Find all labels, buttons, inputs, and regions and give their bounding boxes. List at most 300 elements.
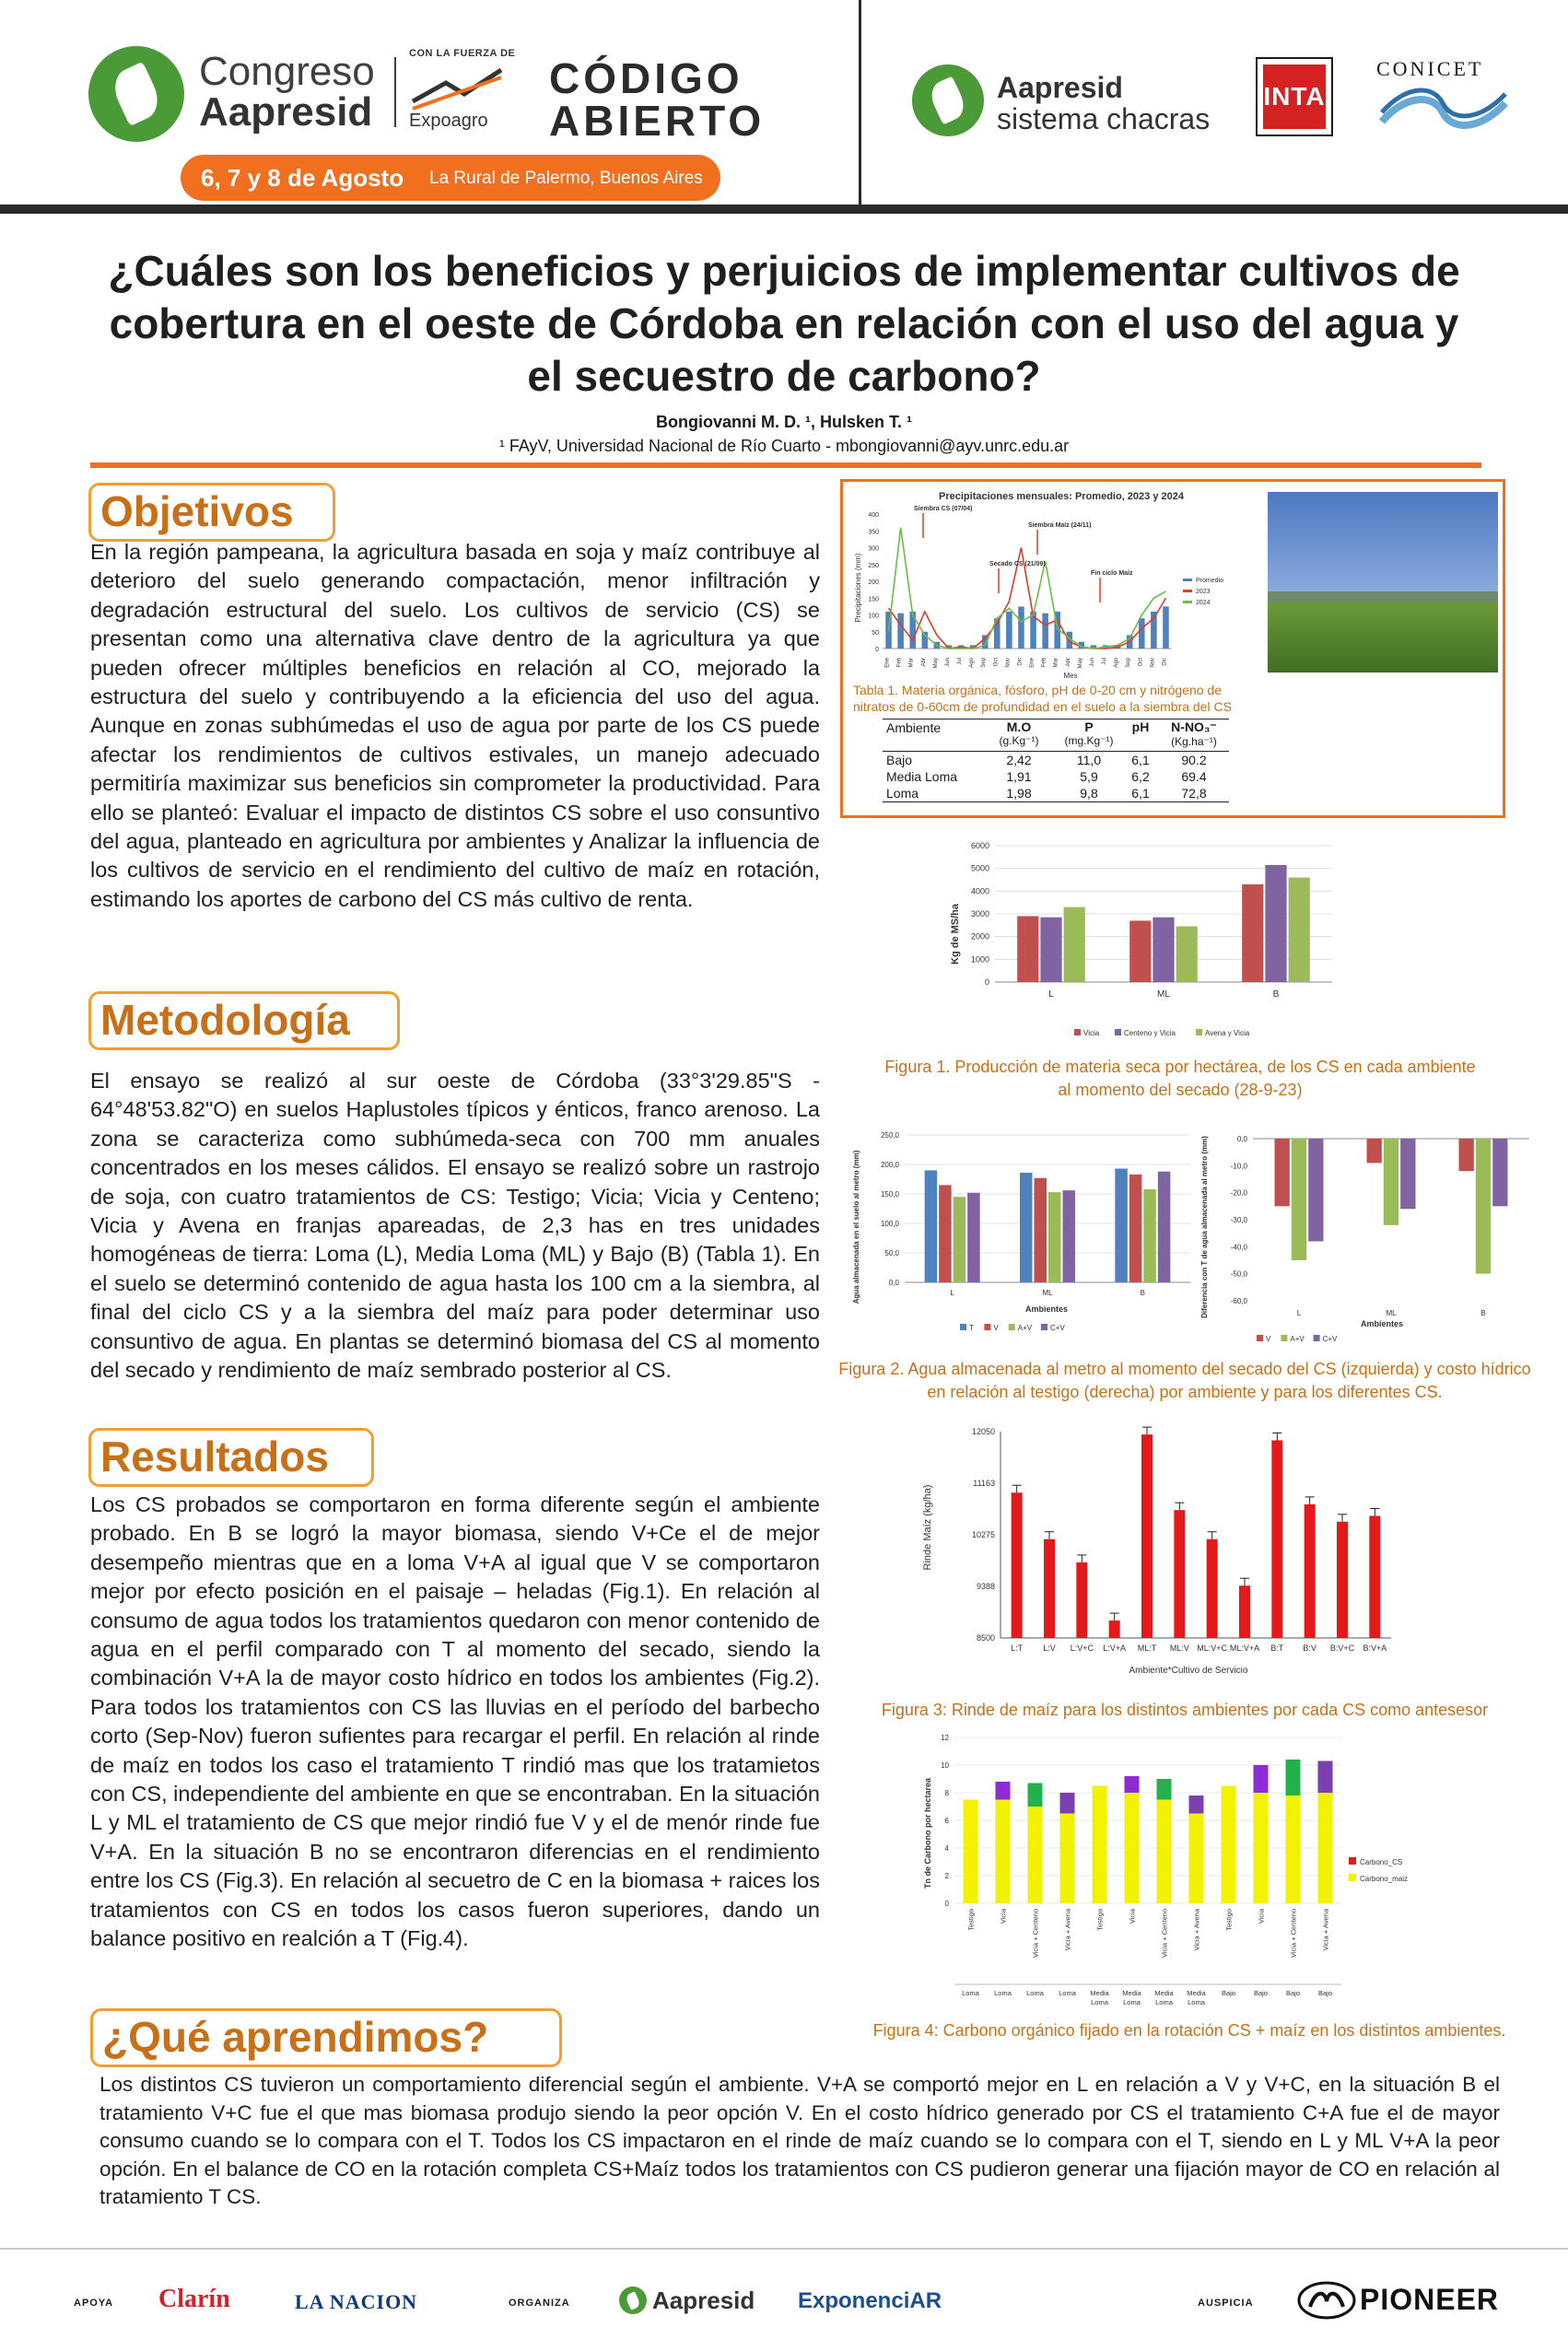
legend-label: A+V (1017, 1324, 1033, 1332)
x-tick-label: L (1048, 989, 1054, 1000)
carbon-maiz-bar (1157, 1800, 1172, 1904)
rain-x-tick: Feb (896, 658, 903, 668)
group-label: Loma (1123, 1998, 1141, 2006)
table-cell: 2,42 (1006, 753, 1032, 767)
table-cell: 69.4 (1181, 769, 1207, 784)
y-tick-label: 8500 (976, 1633, 995, 1643)
bar-T (925, 1170, 938, 1282)
table1-caption: Tabla 1. Materia orgánica, fósforo, pH de 0-20 cm y nitrógeno de nitratos de 0-60cm de profundidad en el suelo a la siembra del CS (853, 683, 1232, 714)
group-label: Loma (1026, 1989, 1044, 1997)
carbon-maiz-bar (1189, 1814, 1204, 1904)
legend-label: A+V (1290, 1335, 1305, 1343)
table-row (883, 785, 1229, 801)
bar-C+V (1400, 1139, 1415, 1209)
x-tick-label: L:V (1043, 1643, 1056, 1653)
carbon-cs-bar (1189, 1795, 1204, 1814)
carbon-cs-bar (1028, 1784, 1043, 1807)
rain-legend-label: 2023 (1196, 589, 1211, 595)
group-label: Loma (962, 1989, 979, 1997)
rain-bar (897, 614, 904, 649)
figure1-caption: Figura 1. Producción de materia seca por hectárea, de los CS en cada ambiente al momento del secado (28-9-23) (884, 1058, 1476, 1099)
y-tick-label: 5000 (970, 863, 989, 873)
y-tick-label: 9388 (976, 1581, 995, 1591)
y-tick-label: 12 (941, 1734, 949, 1742)
section-heading-resultados: Resultados (88, 1428, 374, 1487)
rain-x-tick: Jun (944, 658, 951, 667)
x-tick-label: L:V+A (1103, 1643, 1127, 1653)
exponencial-logo: ExponenciAR (798, 2288, 942, 2313)
table-header-cell: N-NO₃⁻ (1171, 719, 1217, 734)
rain-line-2024 (889, 528, 1166, 649)
bar-V (939, 1185, 951, 1282)
yield-bar (1207, 1539, 1218, 1638)
group-label: Media (1090, 1989, 1109, 1997)
legend-swatch (1349, 1874, 1356, 1881)
expoagro-logo-icon (409, 64, 505, 116)
x-tick-label: B:V+A (1363, 1643, 1387, 1653)
rain-bar (1006, 612, 1012, 649)
y-tick-label: 4000 (970, 886, 989, 896)
yield-bar (1012, 1492, 1023, 1638)
rain-bar (1018, 606, 1024, 649)
table-cell: 6,1 (1131, 753, 1150, 767)
legend-swatch (984, 1324, 990, 1330)
carbon-cs-bar (1157, 1779, 1172, 1800)
fig2b-x-label: Ambientes (1360, 1319, 1404, 1328)
yield-bar (1141, 1434, 1153, 1638)
legend-swatch (1257, 1335, 1263, 1341)
group-label: Media (1122, 1989, 1141, 1997)
legend-swatch (960, 1324, 966, 1330)
carbon-maiz-bar (1254, 1793, 1269, 1903)
table-row (883, 768, 1229, 785)
expoagro-label: Expoagro (409, 111, 488, 131)
congreso-logo-icon (88, 46, 184, 142)
x-tick-label: ML:V (1169, 1643, 1189, 1653)
bar-Avena y Vicia (1289, 878, 1310, 982)
fig1-y-label: Kg de MS/ha (950, 903, 961, 965)
y-tick-label: 6 (944, 1817, 949, 1825)
rain-x-tick: May (1077, 658, 1083, 669)
x-tick-label: Testigo (1095, 1909, 1105, 1931)
legend-label: C+V (1322, 1335, 1338, 1343)
legend-swatch (1009, 1324, 1015, 1330)
legend-swatch (1314, 1335, 1320, 1341)
x-tick-label: Testigo (1224, 1909, 1234, 1931)
y-tick-label: 6000 (970, 841, 989, 850)
table-unit-cell: (g.Kg⁻¹) (999, 734, 1039, 747)
y-tick-label: 8 (944, 1789, 949, 1797)
figure2-caption: Figura 2. Agua almacenada al metro al momento del secado del CS (izquierda) y costo hídrico en relación al testigo (derecha) por ambiente y para los diferentes CS. (838, 1360, 1531, 1401)
rain-bar (1163, 606, 1169, 649)
figure4-carbon-chart (918, 1732, 1470, 2019)
x-tick-label: Vicia (999, 1909, 1008, 1924)
pioneer-logo-icon (1297, 2281, 1356, 2320)
yield-bar (1271, 1440, 1282, 1638)
rain-x-tick: Oct (1138, 658, 1144, 667)
rain-y-tick: 400 (868, 512, 879, 519)
y-tick-label: -20,0 (1230, 1188, 1247, 1198)
rain-x-label: Mes (1063, 672, 1078, 680)
section-heading-aprendimos: ¿Qué aprendimos? (90, 2008, 562, 2067)
rain-legend-swatch (1183, 579, 1192, 581)
y-tick-label: 11163 (973, 1478, 995, 1488)
carbon-cs-bar (1286, 1760, 1301, 1795)
x-tick-label: L (1296, 1309, 1302, 1317)
table-cell: 5,9 (1080, 769, 1098, 784)
rain-legend-swatch (1183, 590, 1192, 592)
figure3-caption: Figura 3: Rinde de maíz para los distintos ambientes por cada CS como antesesor (881, 1701, 1489, 1719)
yield-bar (1076, 1562, 1087, 1638)
objetivos-text: En la región pampeana, la agricultura basada en soja y maíz contribuye al deterioro del suelo generando compactación, menor infiltración y degradación estructural del suelo. Los cultivos de servicio (CS) se presentan como una alternativa clave dentro de la agricultura ya que pueden ofrecer múltiples beneficios en relación al CO, mejorado la estructura del suelo y contribuyendo a la eficiencia del uso del agua. Aunque en zonas subhúmedas el uso de agua por parte de los CS puede afectar los rendimientos de cultivos estivales, un manejo adecuado permitiría maximizar sus beneficios sin comprometer la productividad. Para ello se planteó: Evaluar el impacto de distintos CS sobre el uso consuntivo del agua, planteado en agricultura por ambientes y Analizar la influencia de los cultivos de servicio en el rendimiento del cultivo de maíz en rotación, estimando los aportes de carbono del CS más cultivo de renta. (90, 540, 820, 911)
inta-logo: INTA (1256, 57, 1333, 136)
group-label: Bajo (1285, 1989, 1301, 1997)
authors: Bongiovanni M. D. ¹, Hulsken T. ¹ (655, 413, 912, 431)
table-cell: 1,98 (1006, 786, 1032, 801)
legend-label: Carbono_CS (1360, 1858, 1403, 1866)
congreso-title: Congreso Aapresid (199, 49, 375, 135)
section-heading-objetivos: Objetivos (88, 483, 335, 542)
group-label: Loma (1091, 1998, 1108, 2006)
legend-swatch (1196, 1029, 1202, 1035)
rain-annotation: Fin ciclo Maíz (1091, 570, 1133, 577)
x-tick-label: Testigo (966, 1909, 976, 1931)
x-tick-label: Vicia + Avena (1192, 1909, 1201, 1951)
aapresid-chacras-logo-icon (912, 64, 984, 136)
x-tick-label: ML:V+C (1197, 1643, 1228, 1653)
bar-C+V (1308, 1139, 1323, 1241)
legend-label: Carbono_maiz (1360, 1875, 1409, 1883)
con-la-fuerza-label: CON LA FUERZA DE (409, 48, 516, 59)
rain-y-tick: 250 (868, 562, 879, 569)
y-tick-label: 1000 (970, 954, 989, 965)
y-tick-label: -50,0 (1230, 1269, 1247, 1279)
table-cell: 6,2 (1131, 769, 1150, 784)
x-tick-label: Vicia + Centeno (1160, 1909, 1169, 1959)
y-tick-label: 150,0 (880, 1190, 899, 1199)
y-tick-label: 12050 (971, 1427, 995, 1436)
legend-label: C+V (1050, 1324, 1065, 1332)
yield-bar (1174, 1510, 1185, 1638)
y-tick-label: 0,0 (1236, 1135, 1247, 1143)
poster-header (0, 0, 1568, 214)
x-tick-label: L (950, 1289, 954, 1297)
conicet-logo: CONICET (1376, 57, 1484, 80)
group-label: Loma (1155, 1998, 1173, 2006)
y-tick-label: 3000 (970, 909, 989, 918)
poster-title: ¿Cuáles son los beneficios y perjuicios de implementar cultivos de cobertura en el oeste de Córdoba en relación con el uso del agua y el secuestro de carbono? (108, 247, 1460, 400)
table-unit-cell: (Kg.ha⁻¹) (1171, 735, 1217, 748)
fig2a-y-label: Agua almacenada en el suelo al metro (mm) (852, 1150, 860, 1304)
x-tick-label: ML (1042, 1289, 1053, 1297)
bar-Avena y Vicia (1176, 927, 1198, 982)
bar-V (1367, 1139, 1382, 1163)
x-tick-label: Vicia (1257, 1909, 1266, 1924)
carbon-maiz-bar (1222, 1786, 1236, 1904)
y-tick-label: 10 (941, 1761, 949, 1770)
table-cell: 72,8 (1181, 786, 1207, 801)
rain-x-tick: Jul (957, 658, 964, 665)
group-label: Media (1187, 1989, 1206, 1997)
yield-bar (1337, 1522, 1348, 1638)
la-nacion-logo: LA NACION (295, 2290, 418, 2313)
bar-A+V (1143, 1189, 1156, 1282)
y-tick-label: -40,0 (1230, 1243, 1247, 1252)
footer-auspicia-label: AUSPICIA (1198, 2298, 1254, 2309)
carbon-maiz-bar (1060, 1814, 1075, 1904)
table-cell: Media Loma (886, 769, 958, 784)
x-tick-label: Vicia + Avena (1321, 1909, 1330, 1951)
x-tick-label: B:V (1303, 1643, 1316, 1653)
table1 (883, 719, 1229, 802)
x-tick-label: B (1140, 1289, 1146, 1297)
x-tick-label: Vicia (1128, 1909, 1137, 1924)
table-unit-cell: (mg.Kg⁻¹) (1064, 734, 1114, 747)
rain-x-tick: May (932, 658, 939, 669)
y-tick-label: 100,0 (880, 1220, 899, 1228)
bar-V (1035, 1178, 1047, 1282)
bar-T (1115, 1168, 1128, 1282)
figure4-caption: Figura 4: Carbono orgánico fijado en la rotación CS + maíz en los distintos ambientes. (872, 2021, 1506, 2040)
carbon-maiz-bar (1028, 1807, 1043, 1903)
x-tick-label: B:V+C (1329, 1643, 1355, 1653)
section-heading-metodologia: Metodología (88, 991, 400, 1050)
bar-Vicia (1129, 920, 1151, 982)
table-header-cell: P (1084, 719, 1094, 734)
rain-annotation: Secado CS (21/09) (989, 561, 1046, 567)
table-header-cell: pH (1131, 719, 1150, 734)
fig4-y-label: Tn de Carbono por hectarea (923, 1777, 932, 1889)
fig3-x-label: Ambiente*Cultivo de Servicio (1129, 1666, 1248, 1676)
yield-bar (1305, 1504, 1316, 1638)
footer-apoya-label: APOYA (74, 2298, 114, 2309)
fig2b-y-label: Diferencia con T de agua almacenada al metro (mm) (1200, 1136, 1209, 1318)
codigo-abierto-logo: CÓDIGO ABIERTO (549, 54, 766, 145)
carbon-maiz-bar (1125, 1793, 1140, 1903)
bar-Centeno y Vicia (1265, 865, 1286, 982)
group-label: Loma (1188, 1998, 1205, 2006)
figure3-maize-yield-chart (912, 1417, 1428, 1684)
y-tick-label: -30,0 (1230, 1216, 1247, 1224)
carbon-maiz-bar (1318, 1793, 1333, 1903)
bar-V (1459, 1139, 1474, 1171)
legend-label: T (969, 1324, 974, 1332)
group-label: Bajo (1253, 1989, 1269, 1997)
metodologia-text: El ensayo se realizó al sur oeste de Córdoba (33°3'29.85"S - 64°48'53.82"O) en suelos Haplustoles típicos y énticos, franco arenoso. La zona se caracteriza como subhúmeda-seca con 700 mm anuales concentrados en los meses cálidos. El ensayo se realizó sobre un rastrojo de soja, con cuatro tratamientos de CS: Testigo; Vicia; Vicia y Centeno; Vicia y Avena en franjas apareadas, de 2,3 has en tres unidades homogéneas de tierra: Loma (L), Media Loma (ML) y Bajo (B) (Tabla 1). En el suelo se determinó contenido de agua hasta los 100 cm a la siembra, al final del ciclo CS y a la siembra del maíz para poder determinar uso consuntivo de agua. En plantas se determinó biomasa del CS al momento del secado y rendimiento de maíz sembrado posterior al CS. (90, 1069, 820, 1383)
rain-y-tick: 0 (875, 647, 879, 653)
rain-x-tick: Mar (1053, 658, 1059, 668)
rain-annotation: Siembra Maíz (24/11) (1028, 522, 1092, 529)
rain-y-tick: 100 (868, 613, 879, 620)
y-tick-label: 0 (944, 1900, 949, 1908)
affiliation: ¹ FAyV, Universidad Nacional de Río Cuarto - mbongiovanni@ayv.unrc.edu.ar (498, 437, 1070, 455)
rain-bar (1042, 614, 1048, 649)
yield-bar (1239, 1585, 1250, 1638)
rain-legend-label: 2024 (1196, 600, 1211, 606)
table-cell: 90.2 (1181, 753, 1207, 767)
legend-swatch (1281, 1335, 1287, 1341)
x-tick-label: ML (1386, 1309, 1397, 1317)
bar-Vicia (1017, 916, 1038, 982)
bar-Centeno y Vicia (1040, 918, 1061, 982)
fig2a-x-label: Ambientes (1024, 1304, 1069, 1314)
carbon-maiz-bar (996, 1800, 1011, 1904)
bar-A+V (1048, 1192, 1061, 1282)
bar-Centeno y Vicia (1153, 918, 1174, 982)
x-tick-label: Vicia + Avena (1063, 1909, 1072, 1951)
yield-bar (1044, 1539, 1055, 1638)
x-tick-label: B (1480, 1309, 1486, 1317)
bar-V (1129, 1175, 1142, 1282)
rain-x-tick: Ene (884, 658, 891, 668)
rain-y-tick: 300 (868, 545, 879, 553)
table-row (883, 752, 1229, 768)
bar-V (1275, 1139, 1290, 1206)
aprendimos-text: Los distintos CS tuvieron un comportamiento diferencial según el ambiente. V+A se comportó mejor en L en relación a V y V+C, en la situación B el tratamiento V+C fue el que mas biomasa produjo siendo la peor opción V. En el costo hídrico generado por CS el tratamiento C+A fue el de mayor consumo cuando se lo compara con el T. Todos los CS impactaron en el rinde de maíz cuando se lo compara con el T, siendo en L y ML V+A la peor opción. En el balance de CO en la rotación completa CS+Maíz todos los tratamientos con CS pudieron generar una fijación mayor de CO en relación al tratamiento T CS. (99, 2073, 1500, 2208)
rain-x-tick: Nov (1005, 658, 1012, 668)
rain-legend-label: Promedio (1196, 578, 1223, 584)
x-tick-label: L:V+C (1070, 1643, 1094, 1653)
y-tick-label: 2000 (970, 931, 989, 942)
table-cell: 6,1 (1131, 786, 1150, 801)
footer-organiza-label: ORGANIZA (509, 2298, 570, 2309)
y-tick-label: -10,0 (1230, 1162, 1247, 1171)
clarin-logo: Clarín (158, 2285, 230, 2313)
y-tick-label: 0,0 (888, 1279, 899, 1287)
carbon-cs-bar (1125, 1776, 1140, 1793)
figure2-water-stored-chart (849, 1126, 1209, 1347)
x-tick-label: ML:V+A (1229, 1643, 1260, 1653)
group-label: Media (1154, 1989, 1174, 1997)
legend-label: V (1266, 1335, 1271, 1343)
conicet-wave-icon (1378, 85, 1509, 140)
table-header-cell: M.O (1006, 719, 1032, 734)
x-tick-label: Vicia + Centeno (1031, 1909, 1040, 1959)
yield-bar (1109, 1620, 1120, 1638)
resultados-text: Los CS probados se comportaron en forma diferente según el ambiente probado. En B se logró la mayor biomasa, siendo V+Ce el de mejor desempeño mientras que en a loma V+A al igual que V se comportaron mejor por efecto posición en el paisaje – heladas (Fig.1). En relación al consumo de agua todos los tratamientos quedaron con menor contenido de agua en el perfil comparado con T al momento del secado, siendo la combinación V+A la de mayor costo hídrico en todos los ambientes (Fig.2). Para todos los tratamientos con CS las lluvias en el período del barbecho corto (Sep-Nov) fueron sufientes para recargar el perfil. En relación al rinde de maíz en todos los caso el tratamiento T rindió mas que los tratamietos con CS, independiente del ambiente en que se encontraban. En la situación L y ML el tratamiento de CS que mejor rindió fue V y el de menór rinde fue V+A. En la situación B no se encontraron diferencias en el rendimiento entre los CS (Fig.3). En relación al secuetro de C en la biomasa + raices los tratamientos con CS en todos los casos fueron superiores, dando un balance positivo en realción a T (Fig.4). (90, 1492, 820, 1951)
rain-x-tick: Mar (908, 658, 915, 668)
rain-x-tick: Sep (1126, 658, 1132, 668)
table-cell: 11,0 (1076, 753, 1102, 767)
legend-swatch (1041, 1324, 1047, 1330)
x-tick-label: B:T (1270, 1643, 1284, 1653)
y-tick-label: 4 (944, 1844, 949, 1853)
x-tick-label: L:T (1011, 1643, 1024, 1653)
legend-swatch (1074, 1029, 1081, 1035)
y-tick-label: 200,0 (880, 1161, 899, 1169)
rain-y-tick: 350 (868, 529, 879, 536)
carbon-cs-bar (1254, 1765, 1269, 1793)
y-tick-label: 10275 (971, 1530, 995, 1539)
carbon-maiz-bar (964, 1800, 978, 1904)
group-label: Loma (994, 1989, 1012, 1997)
x-tick-label: Vicia + Centeno (1289, 1909, 1298, 1959)
legend-swatch (1349, 1857, 1356, 1865)
aapresid-footer-logo-icon (619, 2287, 647, 2314)
bar-A+V (1384, 1139, 1398, 1225)
rain-x-tick: Jul (1102, 658, 1108, 665)
bar-Avena y Vicia (1064, 907, 1085, 982)
yield-bar (1369, 1515, 1380, 1638)
rain-x-tick: Ago (969, 658, 976, 668)
bar-T (1020, 1173, 1033, 1282)
bar-C+V (967, 1193, 980, 1282)
table-cell: 1,91 (1006, 769, 1032, 784)
rain-x-tick: Ene (1029, 658, 1036, 668)
rain-y-tick: 150 (868, 596, 879, 603)
pioneer-label: PIONEER (1360, 2283, 1500, 2316)
x-tick-label: ML (1157, 989, 1170, 1000)
rain-x-tick: Dic (1017, 658, 1024, 666)
bar-A+V (954, 1197, 966, 1282)
table-cell: 9,8 (1080, 786, 1098, 801)
group-label: Loma (1059, 1989, 1076, 1997)
y-tick-label: 2 (944, 1872, 949, 1880)
legend-label: Vicia (1083, 1029, 1100, 1037)
rain-bar (1139, 618, 1145, 649)
rain-x-tick: Ago (1114, 658, 1120, 668)
rain-x-tick: Feb (1041, 658, 1047, 668)
group-label: Bajo (1317, 1989, 1333, 1997)
rain-y-tick: 200 (868, 579, 879, 586)
x-tick-label: B (1272, 989, 1280, 1000)
carbon-cs-bar (1060, 1793, 1075, 1814)
table-cell: Loma (886, 786, 919, 801)
fig3-y-label: Rinde Maíz (kg/ha) (922, 1484, 933, 1571)
bar-Vicia (1242, 884, 1263, 982)
bar-C+V (1063, 1190, 1076, 1282)
rain-x-tick: Abr (920, 658, 927, 667)
carbon-maiz-bar (1286, 1795, 1301, 1903)
rain-x-tick: Nov (1150, 658, 1156, 668)
rain-x-tick: Abr (1065, 658, 1071, 667)
legend-swatch (1115, 1029, 1121, 1035)
rainfall-chart (849, 486, 1255, 680)
legend-label: Centeno y Vicia (1124, 1029, 1176, 1037)
y-tick-label: 50,0 (884, 1249, 899, 1257)
bar-A+V (1476, 1139, 1491, 1274)
figure1-biomass-chart (936, 833, 1341, 1054)
figure2-water-cost-chart (1198, 1126, 1539, 1347)
carbon-maiz-bar (1093, 1786, 1107, 1904)
y-tick-label: 250,0 (880, 1131, 899, 1140)
event-date-badge: 6, 7 y 8 de Agosto La Rural de Palermo, Buenos Aires (181, 155, 720, 201)
bar-A+V (1292, 1139, 1306, 1260)
x-tick-label: ML:T (1137, 1643, 1157, 1653)
y-tick-label: -60,0 (1230, 1297, 1247, 1305)
carbon-cs-bar (996, 1782, 1011, 1800)
group-label: Bajo (1221, 1989, 1236, 1997)
rain-y-tick: 50 (872, 629, 879, 637)
table-header-cell: Ambiente (886, 720, 942, 735)
legend-label: Avena y Vicia (1205, 1029, 1250, 1037)
y-tick-label: 0 (984, 977, 989, 987)
aapresid-chacras-label: Aapresid sistema chacras (997, 71, 1211, 135)
rain-chart-title: Precipitaciones mensuales: Promedio, 2023 y 2024 (939, 491, 1184, 502)
rain-y-label: Precipitaciones (mm) (854, 553, 862, 623)
table-cell: Bajo (886, 753, 913, 767)
rain-x-tick: Dic (1162, 658, 1168, 666)
legend-label: V (993, 1324, 999, 1332)
rain-x-tick: Oct (993, 658, 1000, 667)
bar-C+V (1158, 1172, 1171, 1282)
rain-x-tick: Jun (1089, 658, 1095, 667)
rain-x-tick: Sep (981, 658, 988, 668)
bar-C+V (1492, 1139, 1507, 1206)
aapresid-footer-label: Aapresid (652, 2287, 755, 2314)
rain-annotation: Siembra CS (07/04) (914, 506, 973, 512)
carbon-cs-bar (1318, 1761, 1333, 1794)
